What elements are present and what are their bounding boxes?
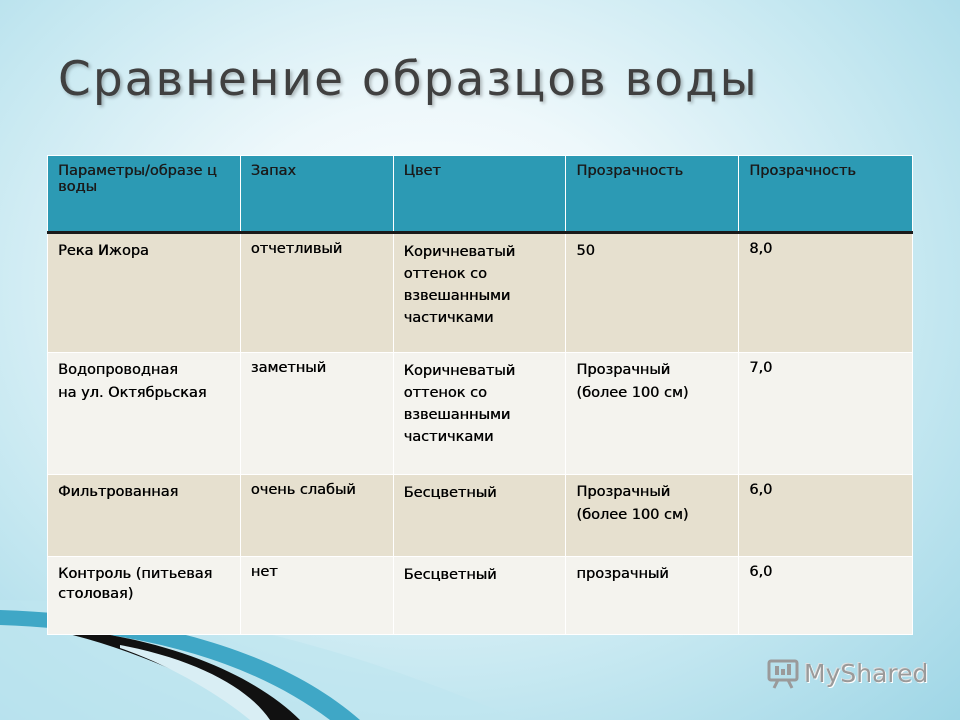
comparison-table	[47, 155, 913, 635]
cell-value: 6,0	[739, 475, 913, 557]
cell-color: Бесцветный	[393, 557, 566, 635]
header-color: Цвет	[393, 156, 566, 233]
cell-sample: Река Ижора	[48, 233, 241, 353]
header-transparency: Прозрачность	[566, 156, 739, 233]
myshared-logo[interactable]	[766, 656, 928, 690]
table-row	[48, 233, 913, 353]
cell-smell: очень слабый	[240, 475, 393, 557]
cell-sample: Фильтрованная	[48, 475, 241, 557]
cell-smell: нет	[240, 557, 393, 635]
presentation-board-icon	[766, 656, 800, 690]
cell-value: 7,0	[739, 353, 913, 475]
cell-value: 6,0	[739, 557, 913, 635]
cell-smell: заметный	[240, 353, 393, 475]
cell-sample: Контроль (питьевая столовая)	[48, 557, 241, 635]
cell-transparency: Прозрачный (более 100 см)	[566, 475, 739, 557]
cell-transparency: 50	[566, 233, 739, 353]
cell-color: Коричневатый оттенок со взвешанными частичками	[393, 353, 566, 475]
header-transparency-value: Прозрачность	[739, 156, 913, 233]
cell-value: 8,0	[739, 233, 913, 353]
page-title: Сравнение образцов воды	[58, 52, 759, 107]
table-row	[48, 475, 913, 557]
logo-text: MyShared	[804, 658, 929, 688]
table-row	[48, 557, 913, 635]
table-row	[48, 353, 913, 475]
cell-color: Коричневатый оттенок со взвешанными частичками	[393, 233, 566, 353]
header-parameters: Параметры/образе ц воды	[48, 156, 241, 233]
cell-sample: Водопроводная на ул. Октябрьская	[48, 353, 241, 475]
table-header-row	[48, 156, 913, 233]
cell-transparency: прозрачный	[566, 557, 739, 635]
header-smell: Запах	[240, 156, 393, 233]
cell-color: Бесцветный	[393, 475, 566, 557]
cell-transparency: Прозрачный (более 100 см)	[566, 353, 739, 475]
cell-smell: отчетливый	[240, 233, 393, 353]
